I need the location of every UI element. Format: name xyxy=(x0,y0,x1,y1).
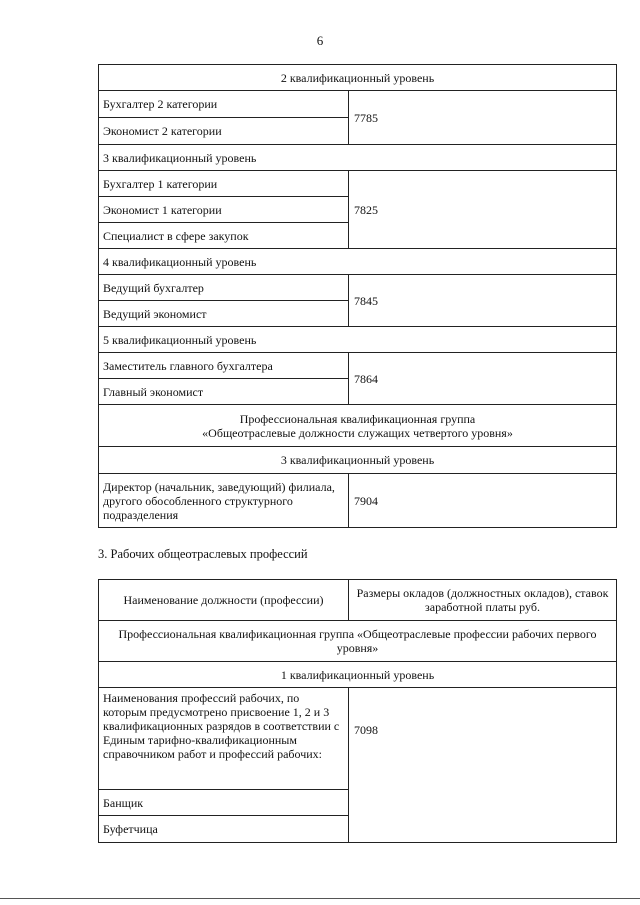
position-cell: Бухгалтер 1 категории xyxy=(99,171,349,197)
position-cell: Буфетчица xyxy=(99,816,349,843)
position-cell: Банщик xyxy=(99,790,349,816)
position-cell: Ведущий экономист xyxy=(99,301,349,327)
table-row xyxy=(99,474,617,528)
level-title: 1 квалификационный уровень xyxy=(99,662,617,688)
section-title: 3. Рабочих общеотраслевых профессий xyxy=(98,547,308,561)
page-number: 6 xyxy=(316,33,324,48)
footer-divider xyxy=(0,898,640,899)
column-header-salary: Размеры окладов (должностных окладов), ставок заработной платы руб. xyxy=(349,580,617,621)
position-cell: Главный экономист xyxy=(99,379,349,405)
group-title-line: Профессиональная квалификационная группа xyxy=(239,411,476,426)
position-cell: Бухгалтер 2 категории xyxy=(99,91,349,118)
level-title: 3 квалификационный уровень xyxy=(99,447,617,474)
group-row xyxy=(99,405,617,447)
group-title-line: «Общеотраслевые должности служащих четвертого уровня» xyxy=(202,425,513,440)
table-row xyxy=(99,91,617,118)
salary-table-рабочих xyxy=(98,579,617,843)
level-row xyxy=(99,65,617,91)
table-row xyxy=(99,275,617,301)
group-row xyxy=(99,621,617,662)
salary-cell: 7098 xyxy=(349,688,617,843)
level-title: 2 квалификационный уровень xyxy=(99,65,617,91)
table-row xyxy=(99,688,617,790)
level-row xyxy=(99,327,617,353)
level-title: 3 квалификационный уровень xyxy=(99,145,617,171)
salary-cell: 7785 xyxy=(349,91,617,145)
position-cell: Специалист в сфере закупок xyxy=(99,223,349,249)
header-row xyxy=(99,580,617,621)
position-cell: Директор (начальник, заведующий) филиала, другого обособленного структурного подразделения xyxy=(99,474,349,528)
level-row xyxy=(99,145,617,171)
salary-cell: 7845 xyxy=(349,275,617,327)
position-cell: Заместитель главного бухгалтера xyxy=(99,353,349,379)
level-title: 5 квалификационный уровень xyxy=(99,327,617,353)
profession-description: Наименования профессий рабочих, по которым предусмотрено присвоение 1, 2 и 3 квалификационных разрядов в соответствии с Единым тарифно-квалификационным справочником работ и профессий рабочих: xyxy=(99,688,349,790)
salary-cell: 7825 xyxy=(349,171,617,249)
group-title: Профессиональная квалификационная группа «Общеотраслевые профессии рабочих первого уровня» xyxy=(99,621,617,662)
position-cell: Экономист 2 категории xyxy=(99,118,349,145)
salary-cell: 7864 xyxy=(349,353,617,405)
table-row xyxy=(99,171,617,197)
table-row xyxy=(99,353,617,379)
level-row xyxy=(99,662,617,688)
level-row xyxy=(99,447,617,474)
column-header-name: Наименование должности (профессии) xyxy=(99,580,349,621)
salary-cell: 7904 xyxy=(349,474,617,528)
salary-table-служащих xyxy=(98,64,617,528)
level-row xyxy=(99,249,617,275)
group-title xyxy=(99,405,617,447)
position-cell: Ведущий бухгалтер xyxy=(99,275,349,301)
level-title: 4 квалификационный уровень xyxy=(99,249,617,275)
position-cell: Экономист 1 категории xyxy=(99,197,349,223)
